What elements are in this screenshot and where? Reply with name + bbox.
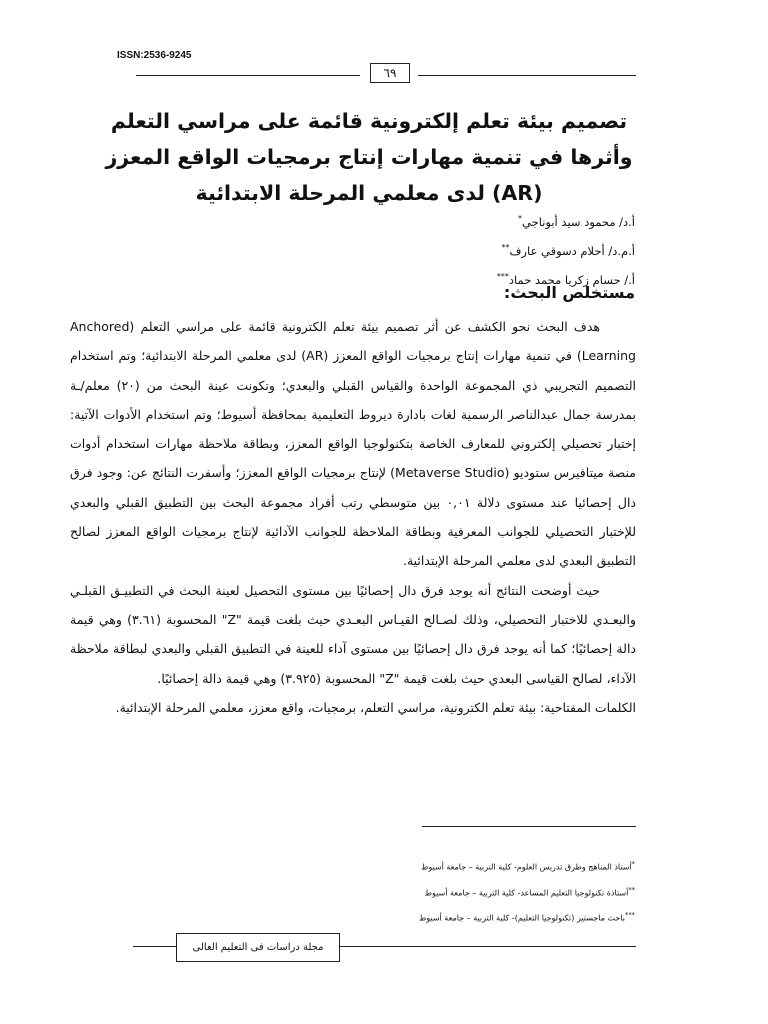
footnote-3: ***باحث ماجستير (تكنولوجيا التعليم)- كلية التربية – جامعة أسيوط bbox=[418, 911, 635, 923]
abstract-paragraph-2: حيث أوضحت النتائج أنه يوجد فرق دال إحصائيًا بين مستوى التحصيل لعينة البحث في التطبيـق القبلـي والبعـدي للاختبار التحصيلي، وذلك لصـالح القيـاس البعـدي حيث بلغت قيمة "Z" المحسوبة (٣.٦١) وهي قيمة دالة إحصائيًا؛ كما أنه يوجد فرق دال إحصائيًا بين مستوى آداء للعينة في التطبيق القبلي والبعدي لبطاقة ملاحظة الآداء، لصالح القياسى البعدي حيث بلغت قيمة "Z" المحسوبة (٣.٩٢٥) وهي قيمة دالة إحصائيًا. bbox=[70, 582, 636, 686]
footer-rule-left bbox=[133, 946, 176, 947]
footnote-1: *أستاذ المناهج وطرق تدريس العلوم- كلية التربية – جامعة أسيوط bbox=[420, 860, 635, 872]
footnote-2: **أستاذة تكنولوجيا التعليم المساعد- كلية التربية – جامعة أسيوط bbox=[424, 885, 635, 898]
footnotes bbox=[419, 853, 635, 930]
issn: ISSN:2536-9245 bbox=[117, 50, 192, 61]
author-3: أ./ حسام زكريا محمد حماد*** bbox=[496, 271, 635, 287]
keywords: الكلمات المفتاحية: بيئة تعلم الكترونية، مراسي التعلم، برمجيات، واقع معزز، معلمي المرحلة الإبتدائية. bbox=[115, 699, 636, 715]
page-number: ٦٩ bbox=[370, 63, 410, 83]
journal-name: مجلة دراسات فى التعليم العالى bbox=[176, 933, 340, 962]
author-2: أ.م.د/ أحلام دسوقي عارف** bbox=[501, 242, 635, 258]
abstract-paragraph-1: هدف البحث نحو الكشف عن أثر تصميم بيئة تعلم الكترونية قائمة على مراسي التعلم (Anchored Learning) في تنمية مهارات إنتاج برمجيات الواقع المعزز (AR) لدى معلمي المرحلة الابتدائية؛ وتم استخدام التصميم التجريبي ذي المجموعة الواحدة والقياس القبلي والبعدي؛ وتكونت عينة البحث من (٢٠) معلم/ـة بمدرسة جمال عبدالناصر الرسمية لغات بادارة ديروط التعليمية بمحافظة أسيوط؛ وتم استخدام الأدوات الآتية: إختبار تحصيلي إلكتروني للمعارف الخاصة بتكنولوجيا الواقع المعزز، وبطاقة ملاحظة مهارات استخدام أدوات منصة ميتافيرس ستوديو (Metaverse Studio) لإنتاج برمجيات الواقع المعزز؛ وأسفرت النتائج عن: وجود فرق دال إحصائيا عند مستوى دلالة ٠,٠١ بين متوسطي رتب أفراد مجموعة البحث بين التطبيق القبلي والبعدي للإختبار التحصيلي للجوانب المعرفية وبطاقة الملاحظة للجوانب الآدائية لإنتاج برمجيات الواقع المعزز لصالح التطبيق البعدي لدى معلمي المرحلة الإبتدائية. bbox=[70, 319, 637, 569]
header-rule-left bbox=[136, 75, 360, 76]
author-list bbox=[497, 206, 635, 292]
abstract-body bbox=[70, 312, 636, 722]
author-1: أ.د/ محمود سيد أبوناجي* bbox=[518, 214, 635, 229]
abstract-heading: مستخلص البحث: bbox=[503, 283, 635, 302]
paper-title: تصميم بيئة تعلم إلكترونية قائمة على مراسي التعلم وأثرها في تنمية مهارات إنتاج برمجيات الواقع المعزز (AR) لدى معلمي المرحلة الابتدائية bbox=[105, 109, 633, 205]
header-rule-right bbox=[418, 75, 636, 76]
footer-rule-right bbox=[339, 946, 636, 947]
footnote-rule bbox=[422, 826, 636, 827]
